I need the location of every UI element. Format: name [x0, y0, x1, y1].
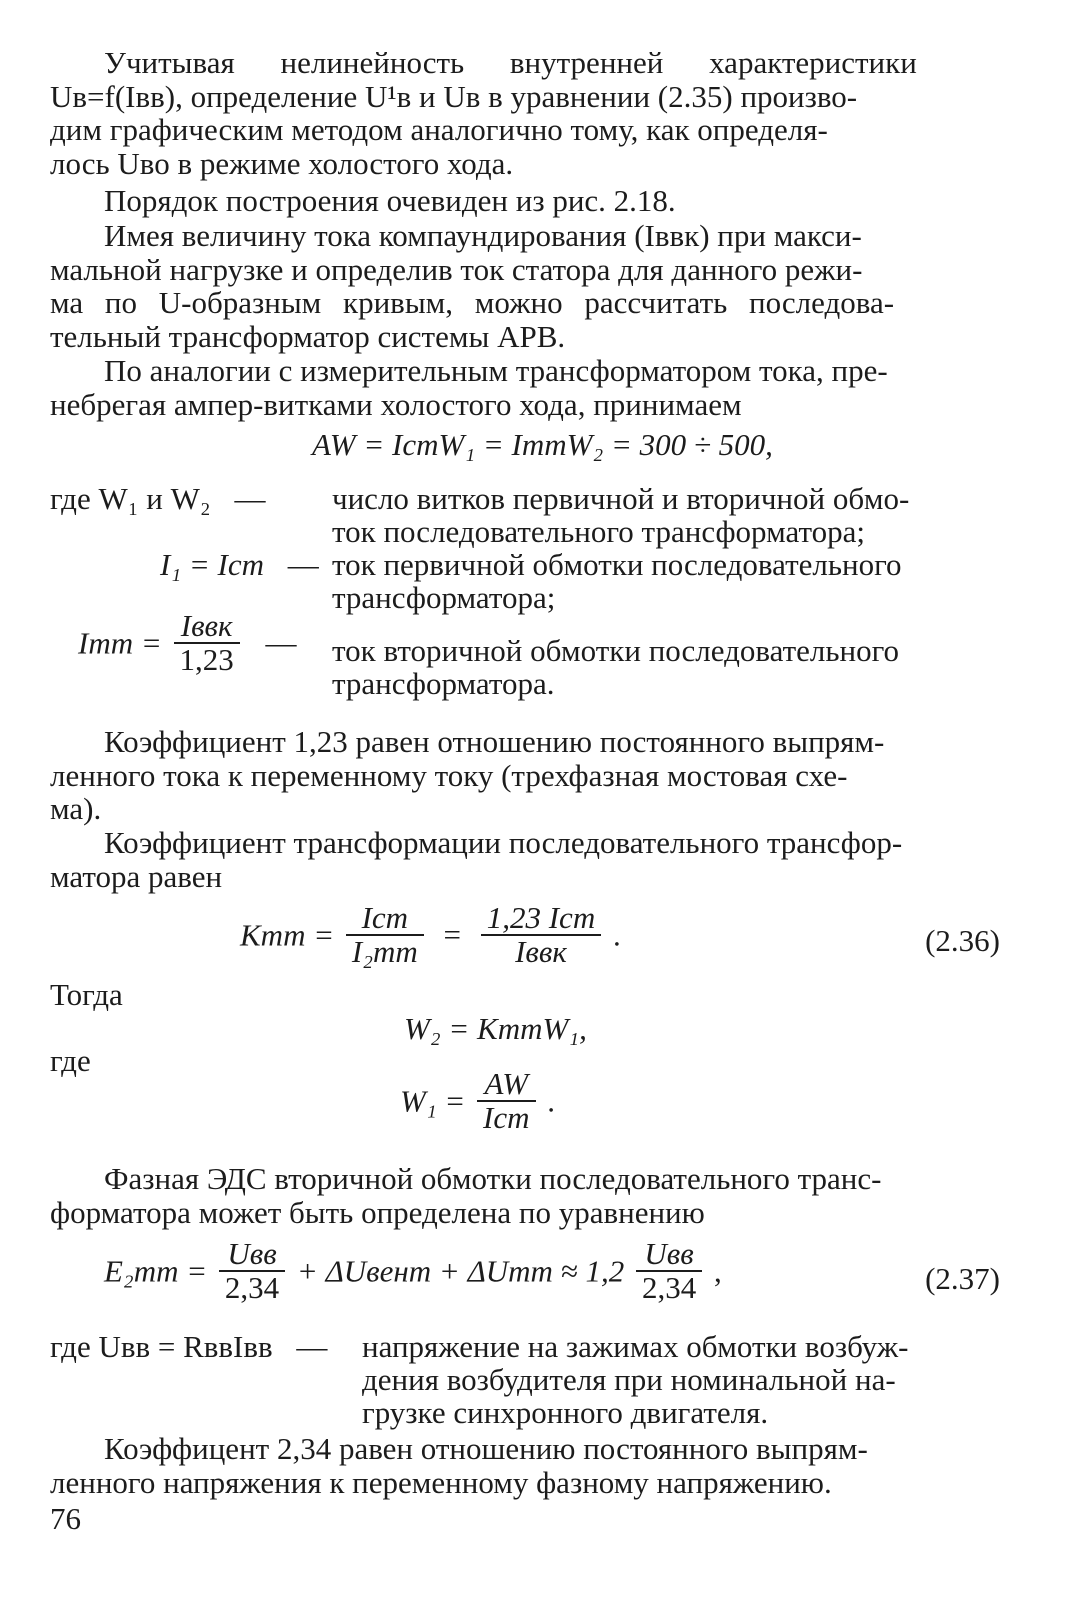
equation-2-36 [240, 900, 621, 969]
text-line: лось Uво в режиме холостого хода. [50, 145, 514, 181]
definition-dash: — [287, 547, 319, 582]
fraction-numerator: Uвв [219, 1240, 285, 1272]
fraction [477, 1066, 535, 1135]
equation-lhs: W₁ = [400, 1083, 466, 1119]
text-line: ленного тока к переменному току (трехфазная мостовая схе- [50, 757, 848, 793]
equation-number: (2.36) [925, 923, 1000, 958]
text-line: Коэффицент 2,34 равен отношению постоянного выпрям- [104, 1431, 868, 1466]
fraction-denominator: 2,34 [641, 1270, 697, 1305]
text-line: Имея величину тока компаундирования (Iввк) при макси- [104, 218, 862, 253]
equals-sign: = [443, 917, 461, 953]
paragraph-5 [50, 725, 1010, 826]
definition-text: трансформатора; [332, 580, 556, 615]
definition-dash: — [234, 481, 266, 516]
fraction-denominator: I₂тт [351, 934, 418, 969]
text-line: Учитывая нелинейность внутренней характеристики [104, 45, 917, 80]
fraction-numerator: Uвв [636, 1240, 702, 1272]
text-line: дим графическим методом аналогично тому, как определя- [50, 112, 828, 147]
fraction [346, 900, 424, 969]
definition-i1 [160, 548, 319, 582]
text-line: Коэффициент 1,23 равен отношению постоянного выпрям- [104, 724, 885, 759]
paragraph-1 [50, 46, 1010, 180]
text-line: форматора может быть определена по уравнению [50, 1194, 705, 1230]
definition-term: где Uвв = RввIвв [50, 1329, 273, 1364]
fraction [219, 1236, 285, 1305]
page-number: 76 [50, 1501, 81, 1536]
definition-term: I₁ = Iст [160, 547, 264, 582]
equation-lhs: Kтт = [240, 917, 335, 953]
equation-lhs: E₂тт = [104, 1253, 208, 1289]
definition-uvv [50, 1330, 327, 1364]
definition-dash: — [265, 625, 297, 661]
definition-text: число витков первичной и вторичной обмо- [332, 481, 910, 516]
text-line: ленного напряжения к переменному фазному напряжению. [50, 1464, 832, 1500]
fraction-numerator: Iввк [174, 612, 240, 644]
text-line: Порядок построения очевиден из рис. 2.18. [104, 183, 676, 218]
definition-term: где W₁ и W₂ [50, 481, 211, 516]
paragraph-7 [50, 1162, 1010, 1229]
equation-number: (2.37) [925, 1261, 1000, 1296]
text-line: матора равен [50, 858, 223, 894]
definition-text: трансформатора. [332, 666, 555, 701]
definition-text: ток вторичной обмотки последовательного [332, 633, 900, 668]
text-line: мальной нагрузке и определив ток статора для данного режи- [50, 251, 863, 287]
fraction-numerator: 1,23 Iст [481, 904, 601, 936]
fraction [174, 608, 240, 677]
equation-2-37 [104, 1236, 722, 1305]
text-line: Коэффициент трансформации последовательного трансфор- [104, 825, 903, 860]
fraction-numerator: AW [477, 1070, 535, 1102]
definition-dash: — [296, 1329, 328, 1364]
fraction-denominator: Iввк [515, 934, 567, 969]
fraction-denominator: 1,23 [179, 642, 234, 677]
definition-text: напряжение на зажимах обмотки возбуж- [362, 1329, 909, 1364]
definition-itt [78, 608, 297, 677]
fraction-denominator: Iст [483, 1100, 530, 1135]
equation-end: , [713, 1253, 722, 1289]
definition-text: дения возбудителя при номинальной на- [362, 1362, 896, 1397]
equation-w1 [400, 1066, 556, 1135]
word-gde: где [50, 1043, 91, 1078]
fraction [481, 900, 601, 969]
paragraph-4 [50, 354, 1010, 421]
equation-aw: AW = IстW₁ = IттW₂ = 300 ÷ 500, [312, 427, 773, 462]
equation-end: . [612, 917, 621, 953]
definition-text: ток последовательного трансформатора; [332, 514, 865, 549]
equation-middle: + ΔUвент + ΔUтт ≈ 1,2 [296, 1253, 625, 1289]
paragraph-2 [50, 184, 1010, 218]
text-line: тельный трансформатор системы АРВ. [50, 318, 566, 354]
fraction [636, 1236, 702, 1305]
text-line: ма). [50, 791, 102, 826]
definition-text: грузке синхронного двигателя. [362, 1395, 769, 1430]
equation-w2: W₂ = KттW₁, [404, 1011, 587, 1046]
paragraph-6 [50, 826, 1010, 893]
word-togda: Тогда [50, 977, 123, 1012]
equation-end: . [547, 1083, 556, 1119]
text-line: небрегая ампер-витками холостого хода, принимаем [50, 386, 742, 422]
fraction-numerator: Iст [346, 904, 424, 936]
definition-text: ток первичной обмотки последовательного [332, 547, 902, 582]
text-line: По аналогии с измерительным трансформатором тока, пре- [104, 353, 888, 388]
paragraph-3 [50, 219, 1010, 353]
definition-w1-w2 [50, 482, 265, 516]
paragraph-8 [50, 1432, 1010, 1499]
text-line: ма по U-образным кривым, можно рассчитать последова- [50, 285, 895, 320]
text-line: Фазная ЭДС вторичной обмотки последовательного транс- [104, 1161, 882, 1196]
fraction-denominator: 2,34 [224, 1270, 280, 1305]
definition-term: Iтт = [78, 625, 162, 661]
text-line: Uв=f(Iвв), определение U¹в и Uв в уравнении (2.35) произво- [50, 78, 858, 114]
